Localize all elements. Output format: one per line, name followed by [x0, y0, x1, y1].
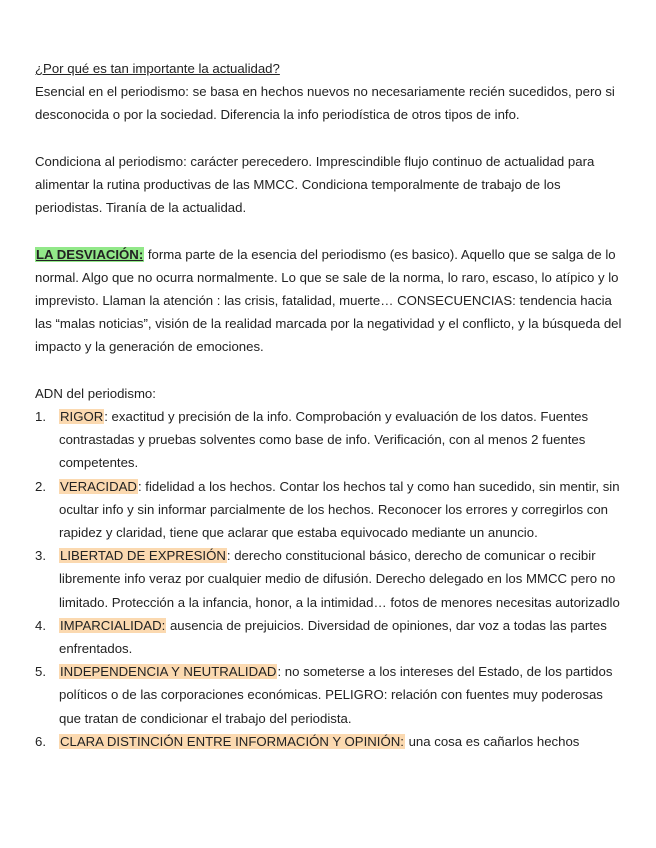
spacer [35, 359, 625, 382]
item-number: 6. [35, 733, 46, 749]
adn-item [35, 475, 625, 545]
desviacion-label: LA DESVIACIÓN: [36, 246, 144, 262]
item-term: RIGOR [60, 409, 104, 424]
adn-heading: ADN del periodismo: [35, 385, 156, 401]
item-text: : derecho constitucional básico, derecho de comunicar o recibir libremente info veraz por cualquier medio de difusión. Derecho delegado en los MMCC pero no limitado. Protección a la infancia, honor, a la intimidad… fotos de menores necesitas autorizadlo [59, 548, 620, 610]
item-term: LIBERTAD DE EXPRESIÓN [60, 548, 226, 564]
section-title [35, 57, 625, 80]
spacer [35, 127, 625, 150]
document-page [35, 57, 625, 753]
adn-item [35, 730, 625, 753]
item-text: : no someterse a los intereses del Estado, de los partidos políticos o de las corporaciones económicas. PELIGRO: relación con fuentes muy poderosas que tratan de condicionar el trabajo del periodista. [59, 664, 613, 726]
adn-item [35, 660, 625, 730]
desviacion-paragraph [35, 243, 625, 359]
item-number: 3. [35, 548, 46, 564]
item-number: 5. [35, 664, 46, 680]
desviacion-text: forma parte de la esencia del periodismo (es basico). Aquello que se salga de lo normal. Algo que no ocurra normalmente. Lo que se sale de la norma, lo raro, escaso, lo atípico y lo imprevisto. Llaman la atención : las crisis, fatalidad, muerte… CONSECUENCIAS: tendencia hacia las “malas noticias”, visión de la realidad marcada por la negatividad y el conflicto, y la búsqueda del impacto y la generación de emociones. [35, 246, 622, 355]
item-term: CLARA DISTINCIÓN ENTRE INFORMACIÓN Y OPINIÓN: [60, 733, 404, 749]
intro-paragraph-2: Condiciona al periodismo: carácter perecedero. Imprescindible flujo continuo de actualidad para alimentar la rutina productivas de las MMCC. Condiciona temporalmente de trabajo de los periodistas. Tiranía de la actualidad. [35, 153, 595, 216]
item-term: IMPARCIALIDAD: [60, 617, 166, 633]
adn-item [35, 405, 625, 475]
item-number: 1. [35, 409, 46, 424]
adn-item [35, 614, 625, 660]
adn-list [35, 405, 625, 753]
item-number: 4. [35, 617, 46, 633]
item-text: : exactitud y precisión de la info. Comprobación y evaluación de los datos. Fuentes contrastadas y pruebas solventes como base de info. Verificación, con al menos 2 fuentes competentes. [59, 409, 589, 471]
adn-item [35, 544, 625, 614]
item-term: INDEPENDENCIA Y NEUTRALIDAD [60, 664, 277, 680]
title-text: ¿Por qué es tan importante la actualidad? [35, 61, 280, 76]
intro-paragraph-1: Esencial en el periodismo: se basa en hechos nuevos no necesariamente recién sucedidos, pero si desconocida o por la sociedad. Diferencia la info periodística de otros tipos de info. [35, 84, 615, 123]
item-text: una cosa es cañarlos hechos [404, 733, 580, 749]
item-term: VERACIDAD [60, 478, 137, 494]
item-number: 2. [35, 478, 46, 494]
item-text: ausencia de prejuicios. Diversidad de opiniones, dar voz a todas las partes enfrentados. [59, 617, 607, 657]
spacer [35, 219, 625, 242]
item-text: : fidelidad a los hechos. Contar los hechos tal y como han sucedido, sin mentir, sin ocultar info y sin informar parcialmente de los hechos. Reconocer los errores y corregirlos con rapidez y claridad, tiene que aclarar que estaba equivocado mediante un anuncio. [59, 478, 620, 541]
